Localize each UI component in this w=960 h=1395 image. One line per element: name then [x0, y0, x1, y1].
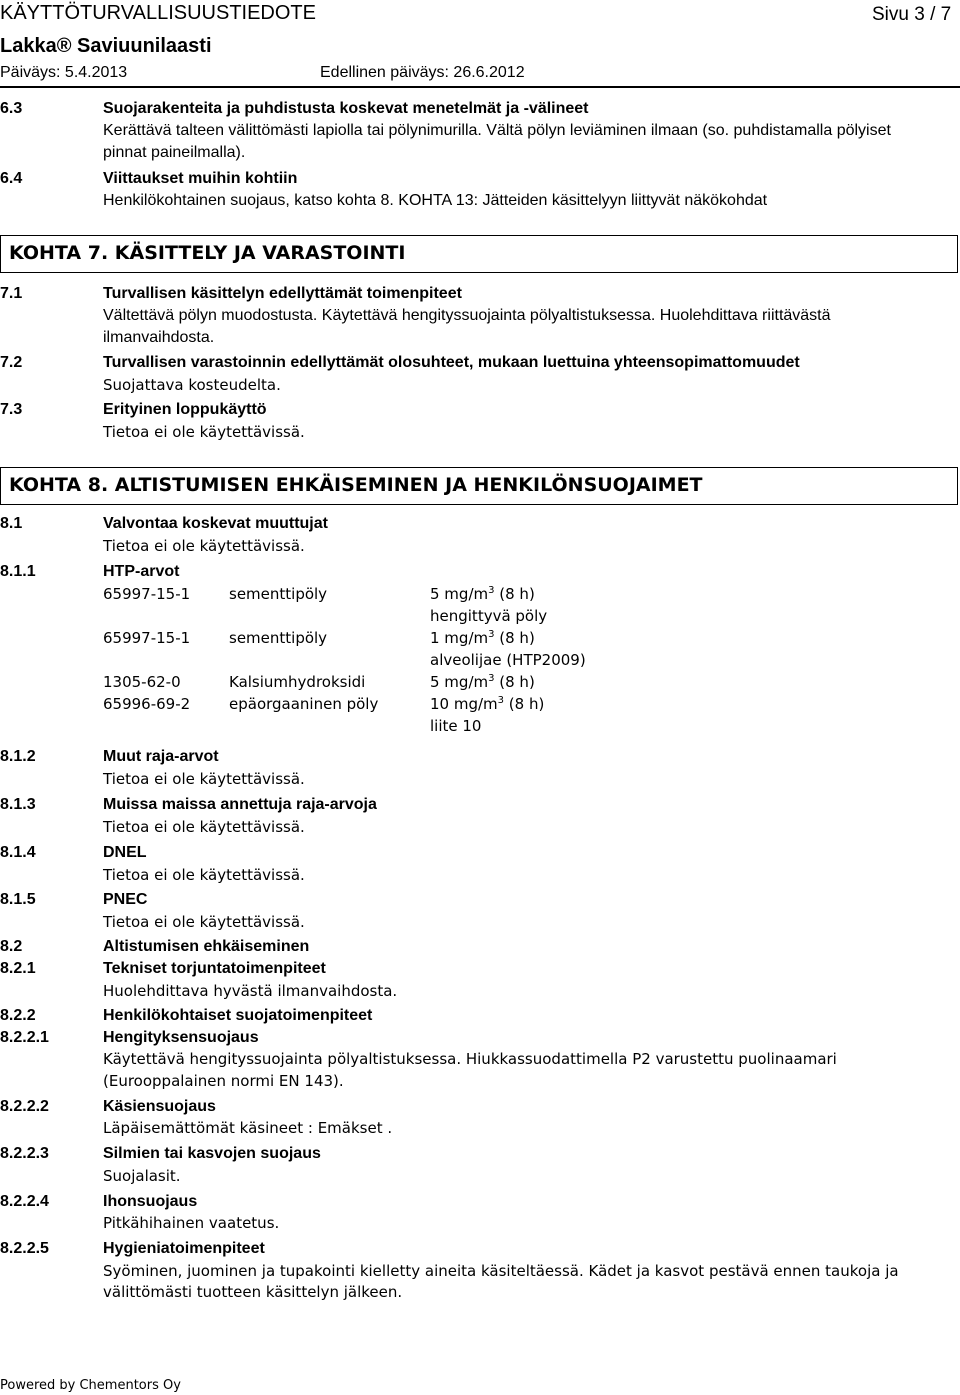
section-heading: Turvallisen käsittelyn edellyttämät toimenpiteet [103, 285, 462, 302]
section-heading: Käsiensuojaus [103, 1098, 216, 1115]
section-number: 8.2.2.1 [0, 1029, 49, 1046]
section-text: Tietoa ei ole käytettävissä. [103, 537, 305, 555]
page-number: Sivu 3 / 7 [872, 4, 952, 25]
section-text: Tietoa ei ole käytettävissä. [103, 866, 305, 884]
section-heading: Viittaukset muihin kohtiin [103, 170, 298, 187]
section-number: 8.1.1 [0, 563, 36, 580]
section-heading: Suojarakenteita ja puhdistusta koskevat menetelmät ja -välineet [103, 100, 589, 117]
htp-value: 5 $mg/m^3$ (8 h) [430, 585, 535, 603]
section-8-header [0, 467, 958, 505]
section-heading: Erityinen loppukäyttö [103, 401, 267, 418]
htp-substance: Kalsiumhydroksidi [229, 673, 366, 691]
section-heading: Hygieniatoimenpiteet [103, 1240, 265, 1257]
section-text: välittömästi tuotteen käsittelyn jälkeen. [103, 1283, 403, 1301]
section-text: Läpäisemättömät käsineet : Emäkset . [103, 1119, 393, 1137]
section-text: Kerättävä talteen välittömästi lapiolla tai pölynimurilla. Vältä pölyn leviäminen ilmaan (so. puhdistamalla pölyiset [103, 122, 891, 139]
htp-note: hengittyvä pöly [430, 607, 548, 625]
section-number: 8.1.2 [0, 748, 36, 765]
section-text: Suojattava kosteudelta. [103, 376, 281, 394]
section-heading: Tekniset torjuntatoimenpiteet [103, 960, 326, 977]
section-heading: Altistumisen ehkäiseminen [103, 938, 310, 955]
htp-cas: 1305-62-0 [103, 673, 181, 691]
section-text: Käytettävä hengityssuojainta pölyaltistuksessa. Hiukkassuodattimella P2 varustettu puolinaamari [103, 1050, 837, 1068]
htp-cas: 65997-15-1 [103, 629, 191, 647]
htp-note: liite 10 [430, 717, 482, 735]
section-heading: Muut raja-arvot [103, 748, 219, 765]
section-text: Pitkähihainen vaatetus. [103, 1214, 280, 1232]
previous-date: Edellinen päiväys: 26.6.2012 [320, 64, 525, 81]
section-heading: Henkilökohtaiset suojatoimenpiteet [103, 1007, 373, 1024]
section-heading: Muissa maissa annettuja raja-arvoja [103, 796, 377, 813]
section-text: Huolehdittava hyvästä ilmanvaihdosta. [103, 982, 398, 1000]
section-text: Tietoa ei ole käytettävissä. [103, 818, 305, 836]
section-7-header [0, 235, 958, 273]
section-heading: PNEC [103, 891, 148, 908]
document-title: KÄYTTÖTURVALLISUUSTIEDOTE [0, 2, 316, 24]
section-text: Tietoa ei ole käytettävissä. [103, 423, 305, 441]
section-text: Syöminen, juominen ja tupakointi kielletty aineita käsiteltäessä. Kädet ja kasvot pestävä ennen taukoja ja [103, 1262, 899, 1280]
section-number: 8.2.2.3 [0, 1145, 49, 1162]
htp-substance: sementtipöly [229, 585, 328, 603]
section-heading: DNEL [103, 844, 147, 861]
section-text: Suojalasit. [103, 1167, 181, 1185]
footer-credit: Powered by Chementors Oy [0, 1378, 181, 1393]
section-number: 7.2 [0, 354, 23, 371]
section-number: 6.4 [0, 170, 23, 187]
section-number: 8.2 [0, 938, 23, 955]
section-number: 8.1 [0, 515, 23, 532]
htp-substance: epäorgaaninen pöly [229, 695, 379, 713]
section-heading: Turvallisen varastoinnin edellyttämät olosuhteet, mukaan luettuina yhteensopimattomuudet [103, 354, 800, 371]
section-number: 8.2.2.4 [0, 1193, 49, 1210]
section-heading: HTP-arvot [103, 563, 180, 580]
section-number: 8.1.3 [0, 796, 36, 813]
issue-date: Päiväys: 5.4.2013 [0, 64, 128, 81]
section-number: 8.2.1 [0, 960, 36, 977]
section-number: 6.3 [0, 100, 23, 117]
htp-cas: 65997-15-1 [103, 585, 191, 603]
section-text: pinnat paineilmalla). [103, 144, 246, 161]
product-name: Lakka® Saviuunilaasti [0, 35, 212, 57]
htp-substance: sementtipöly [229, 629, 328, 647]
htp-value: 10 $mg/m^3$ (8 h) [430, 695, 545, 713]
section-text: Tietoa ei ole käytettävissä. [103, 770, 305, 788]
section-number: 7.1 [0, 285, 23, 302]
section-heading: Silmien tai kasvojen suojaus [103, 1145, 321, 1162]
htp-value: 1 $mg/m^3$ (8 h) [430, 629, 535, 647]
section-text: Vältettävä pölyn muodostusta. Käytettävä hengityssuojainta pölyaltistuksessa. Huolehdittava riittävästä [103, 307, 831, 324]
section-number: 7.3 [0, 401, 23, 418]
section-number: 8.2.2 [0, 1007, 36, 1024]
section-text: Henkilökohtainen suojaus, katso kohta 8. KOHTA 13: Jätteiden käsittelyyn liittyvät näkökohdat [103, 192, 768, 209]
section-number: 8.2.2.5 [0, 1240, 49, 1257]
header-divider [0, 86, 960, 88]
section-number: 8.1.5 [0, 891, 36, 908]
htp-cas: 65996-69-2 [103, 695, 191, 713]
section-8-title: KOHTA 8. ALTISTUMISEN EHKÄISEMINEN JA HENKILÖNSUOJAIMET [9, 474, 703, 496]
section-number: 8.1.4 [0, 844, 36, 861]
section-heading: Ihonsuojaus [103, 1193, 198, 1210]
section-text: Tietoa ei ole käytettävissä. [103, 913, 305, 931]
section-number: 8.2.2.2 [0, 1098, 49, 1115]
section-text: ilmanvaihdosta. [103, 329, 215, 346]
section-heading: Valvontaa koskevat muuttujat [103, 515, 328, 532]
htp-value: 5 $mg/m^3$ (8 h) [430, 673, 535, 691]
htp-note: alveolijae (HTP2009) [430, 651, 586, 669]
section-text: (Eurooppalainen normi EN 143). [103, 1072, 344, 1090]
section-7-title: KOHTA 7. KÄSITTELY JA VARASTOINTI [9, 242, 406, 264]
section-heading: Hengityksensuojaus [103, 1029, 259, 1046]
